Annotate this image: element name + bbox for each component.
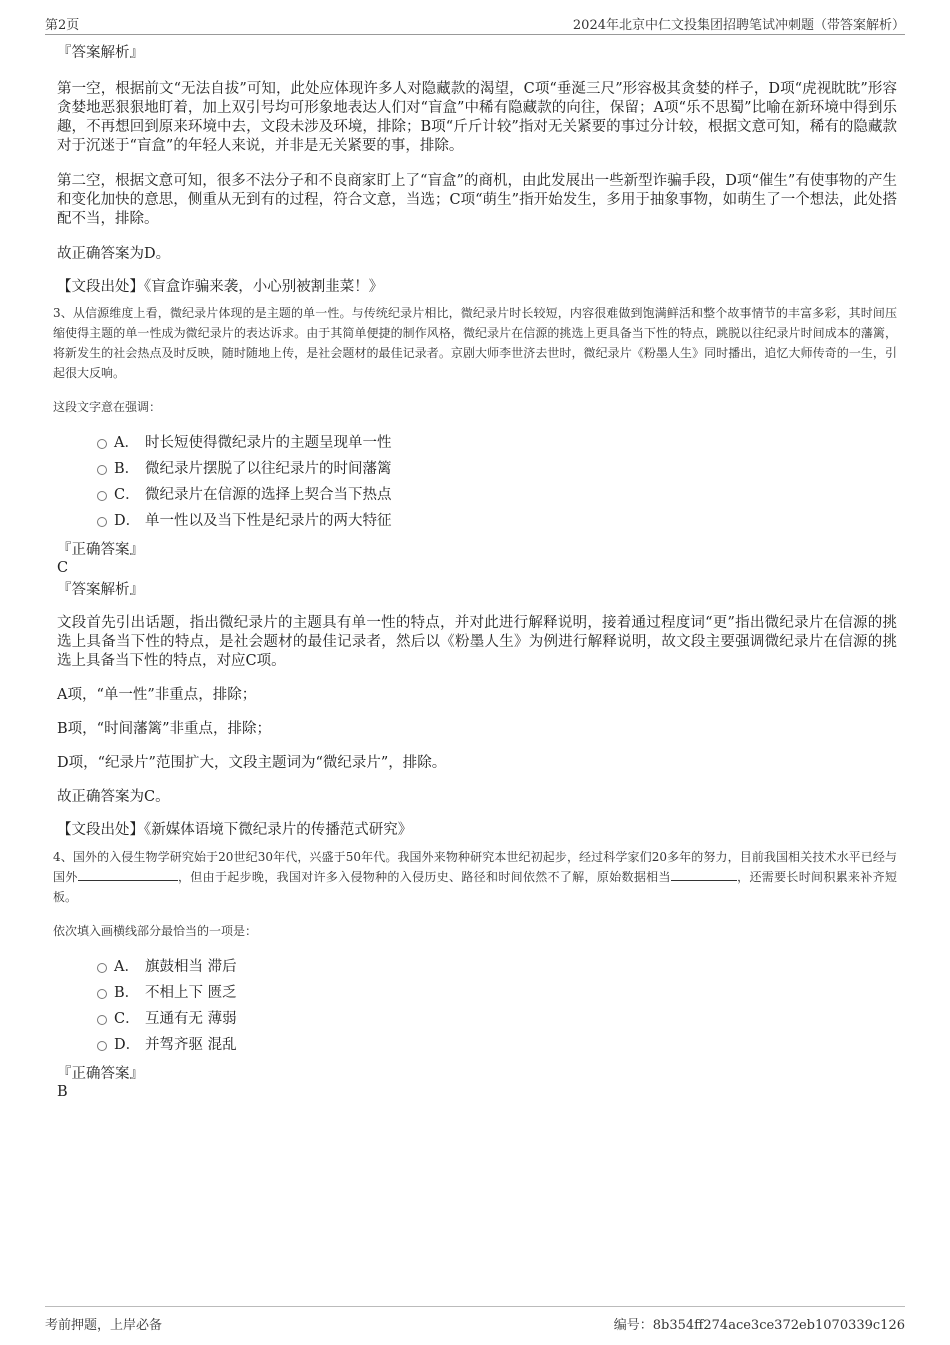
- option-text: 单一性以及当下性是纪录片的两大特征: [145, 513, 392, 529]
- option-letter: D．: [114, 1037, 141, 1053]
- q4-option-c[interactable]: [57, 1006, 897, 1032]
- q3-option-c[interactable]: [57, 482, 897, 508]
- q4-option-b[interactable]: [57, 980, 897, 1006]
- q4-blank-1: [78, 868, 178, 881]
- option-letter: B．: [114, 461, 140, 477]
- option-text: 互通有无 薄弱: [145, 1011, 237, 1027]
- q3-prompt: 这段文字意在强调：: [53, 400, 162, 414]
- q2-source: 【文段出处】《盲盒诈骗来袭，小心别被割韭菜！》: [57, 279, 384, 295]
- q3-option-b[interactable]: [57, 456, 897, 482]
- q4-option-a[interactable]: [57, 954, 897, 980]
- radio-icon[interactable]: [97, 1015, 107, 1025]
- q3-analysis-a: A项，“单一性”非重点，排除；: [57, 687, 257, 703]
- q4-stem-part-1: 4、国外的入侵生物学研究始于20世纪30年代，兴盛于50年代。我国外来物种研究本世纪初起步，经过科学家们20多年的努力，目前我国相关技术水平已经与国外: [53, 850, 897, 884]
- q4-stem-part-2: ，但由于起步晚，我国对许多入侵物种的入侵历史、路径和时间依然不了解，原始数据相当: [177, 870, 671, 884]
- q3-analysis-b: B项，“时间藩篱”非重点，排除；: [57, 721, 271, 737]
- q2-analysis-paragraph-1: 第一空，根据前文“无法自拔”可知，此处应体现许多人对隐藏款的渴望，C项“垂涎三尺”形容极其贪婪的样子，D项“虎视眈眈”形容贪婪地恶狠狠地盯着，加上双引号均可形象地表达人们对“盲盒”中稀有隐藏款的向往，保留；A项“乐不思蜀”比喻在新环境中得到乐趣，不再想回到原来环境中去，文段未涉及环境，排除；B项“斤斤计较”指对无关紧要的事过分计较，根据文意可知，稀有的隐藏款对于沉迷于“盲盒”的年轻人来说，并非是无关紧要的事，排除。: [57, 81, 897, 154]
- q4-prompt: 依次填入画横线部分最恰当的一项是：: [53, 924, 258, 938]
- q4-stem-part-3: ，还需要长时间积累来补齐短板。: [53, 870, 897, 904]
- option-text: 旗鼓相当 滞后: [145, 959, 237, 975]
- q3-option-a[interactable]: [57, 430, 897, 456]
- footer-slogan: 考前押题，上岸必备: [45, 1318, 163, 1333]
- radio-icon[interactable]: [97, 439, 107, 449]
- q2-conclusion: 故正确答案为D。: [57, 246, 171, 262]
- document-title: 2024年北京中仁文投集团招聘笔试冲刺题（带答案解析）: [572, 18, 905, 33]
- page-footer: [45, 1306, 905, 1331]
- option-letter: A．: [114, 435, 139, 451]
- q4-answer: B: [57, 1084, 68, 1100]
- radio-icon[interactable]: [97, 963, 107, 973]
- page-header: [45, 12, 905, 35]
- q4-option-d[interactable]: [57, 1032, 897, 1058]
- option-letter: B．: [114, 985, 140, 1001]
- option-text: 微纪录片摆脱了以往纪录片的时间藩篱: [145, 461, 392, 477]
- q4-stem: [53, 847, 897, 907]
- q4-options: [57, 954, 897, 1058]
- q3-options: [57, 430, 897, 534]
- q3-option-d[interactable]: [57, 508, 897, 534]
- option-text: 微纪录片在信源的选择上契合当下热点: [145, 487, 392, 503]
- option-text: 并驾齐驱 混乱: [145, 1037, 237, 1053]
- q2-analysis-paragraph-2: 第二空，根据文意可知，很多不法分子和不良商家盯上了“盲盒”的商机，由此发展出一些新型诈骗手段，D项“催生”有使事物的产生和变化加快的意思，侧重从无到有的过程，符合文意，当选；C项“萌生”指开始发生，多用于抽象事物，如萌生了一个想法，此处搭配不当，排除。: [57, 173, 897, 227]
- radio-icon[interactable]: [97, 491, 107, 501]
- q3-answer: C: [57, 560, 69, 576]
- q3-analysis-paragraph: 文段首先引出话题，指出微纪录片的主题具有单一性的特点，并对此进行解释说明，接着通过程度词“更”指出微纪录片在信源的挑选上具备当下性的特点，是社会题材的最佳记录者，然后以《粉墨人生》为例进行解释说明，故文段主要强调微纪录片在信源的挑选上具备当下性的特点，对应C项。: [57, 615, 897, 669]
- radio-icon[interactable]: [97, 517, 107, 527]
- document-code: 编号：8b354ff274ace3ce372eb1070339c126: [613, 1318, 905, 1333]
- page-number: 第2页: [45, 18, 80, 33]
- q4-blank-2: [671, 868, 737, 881]
- option-letter: C．: [114, 487, 140, 503]
- q3-answer-label: 『正确答案』: [57, 542, 144, 558]
- q4-answer-label: 『正确答案』: [57, 1066, 144, 1082]
- option-text: 不相上下 匮乏: [145, 985, 237, 1001]
- option-letter: C．: [114, 1011, 140, 1027]
- page-content: [53, 44, 897, 1101]
- radio-icon[interactable]: [97, 989, 107, 999]
- radio-icon[interactable]: [97, 1041, 107, 1051]
- q3-stem: 3、从信源维度上看，微纪录片体现的是主题的单一性。与传统纪录片相比，微纪录片时长较短，内容很难做到饱满鲜活和整个故事情节的丰富多彩，其时间压缩使得主题的单一性成为微纪录片的表达诉求。由于其简单便捷的制作风格，微纪录片在信源的挑选上更具备当下性的特点，跳脱以往纪录片时间成本的藩篱，将新发生的社会热点及时反映，随时随地上传，是社会题材的最佳记录者。京剧大师李世济去世时，微纪录片《粉墨人生》同时播出，追忆大师传奇的一生，引起很大反响。: [53, 306, 897, 380]
- q3-analysis-label: 『答案解析』: [57, 582, 144, 598]
- option-letter: D．: [114, 513, 141, 529]
- q3-source: 【文段出处】《新媒体语境下微纪录片的传播范式研究》: [57, 822, 413, 838]
- q2-analysis-label: 『答案解析』: [57, 45, 144, 61]
- q3-conclusion: 故正确答案为C。: [57, 789, 170, 805]
- q3-analysis-d: D项，“纪录片”范围扩大，文段主题词为“微纪录片”，排除。: [57, 755, 447, 771]
- radio-icon[interactable]: [97, 465, 107, 475]
- option-text: 时长短使得微纪录片的主题呈现单一性: [145, 435, 392, 451]
- option-letter: A．: [114, 959, 139, 975]
